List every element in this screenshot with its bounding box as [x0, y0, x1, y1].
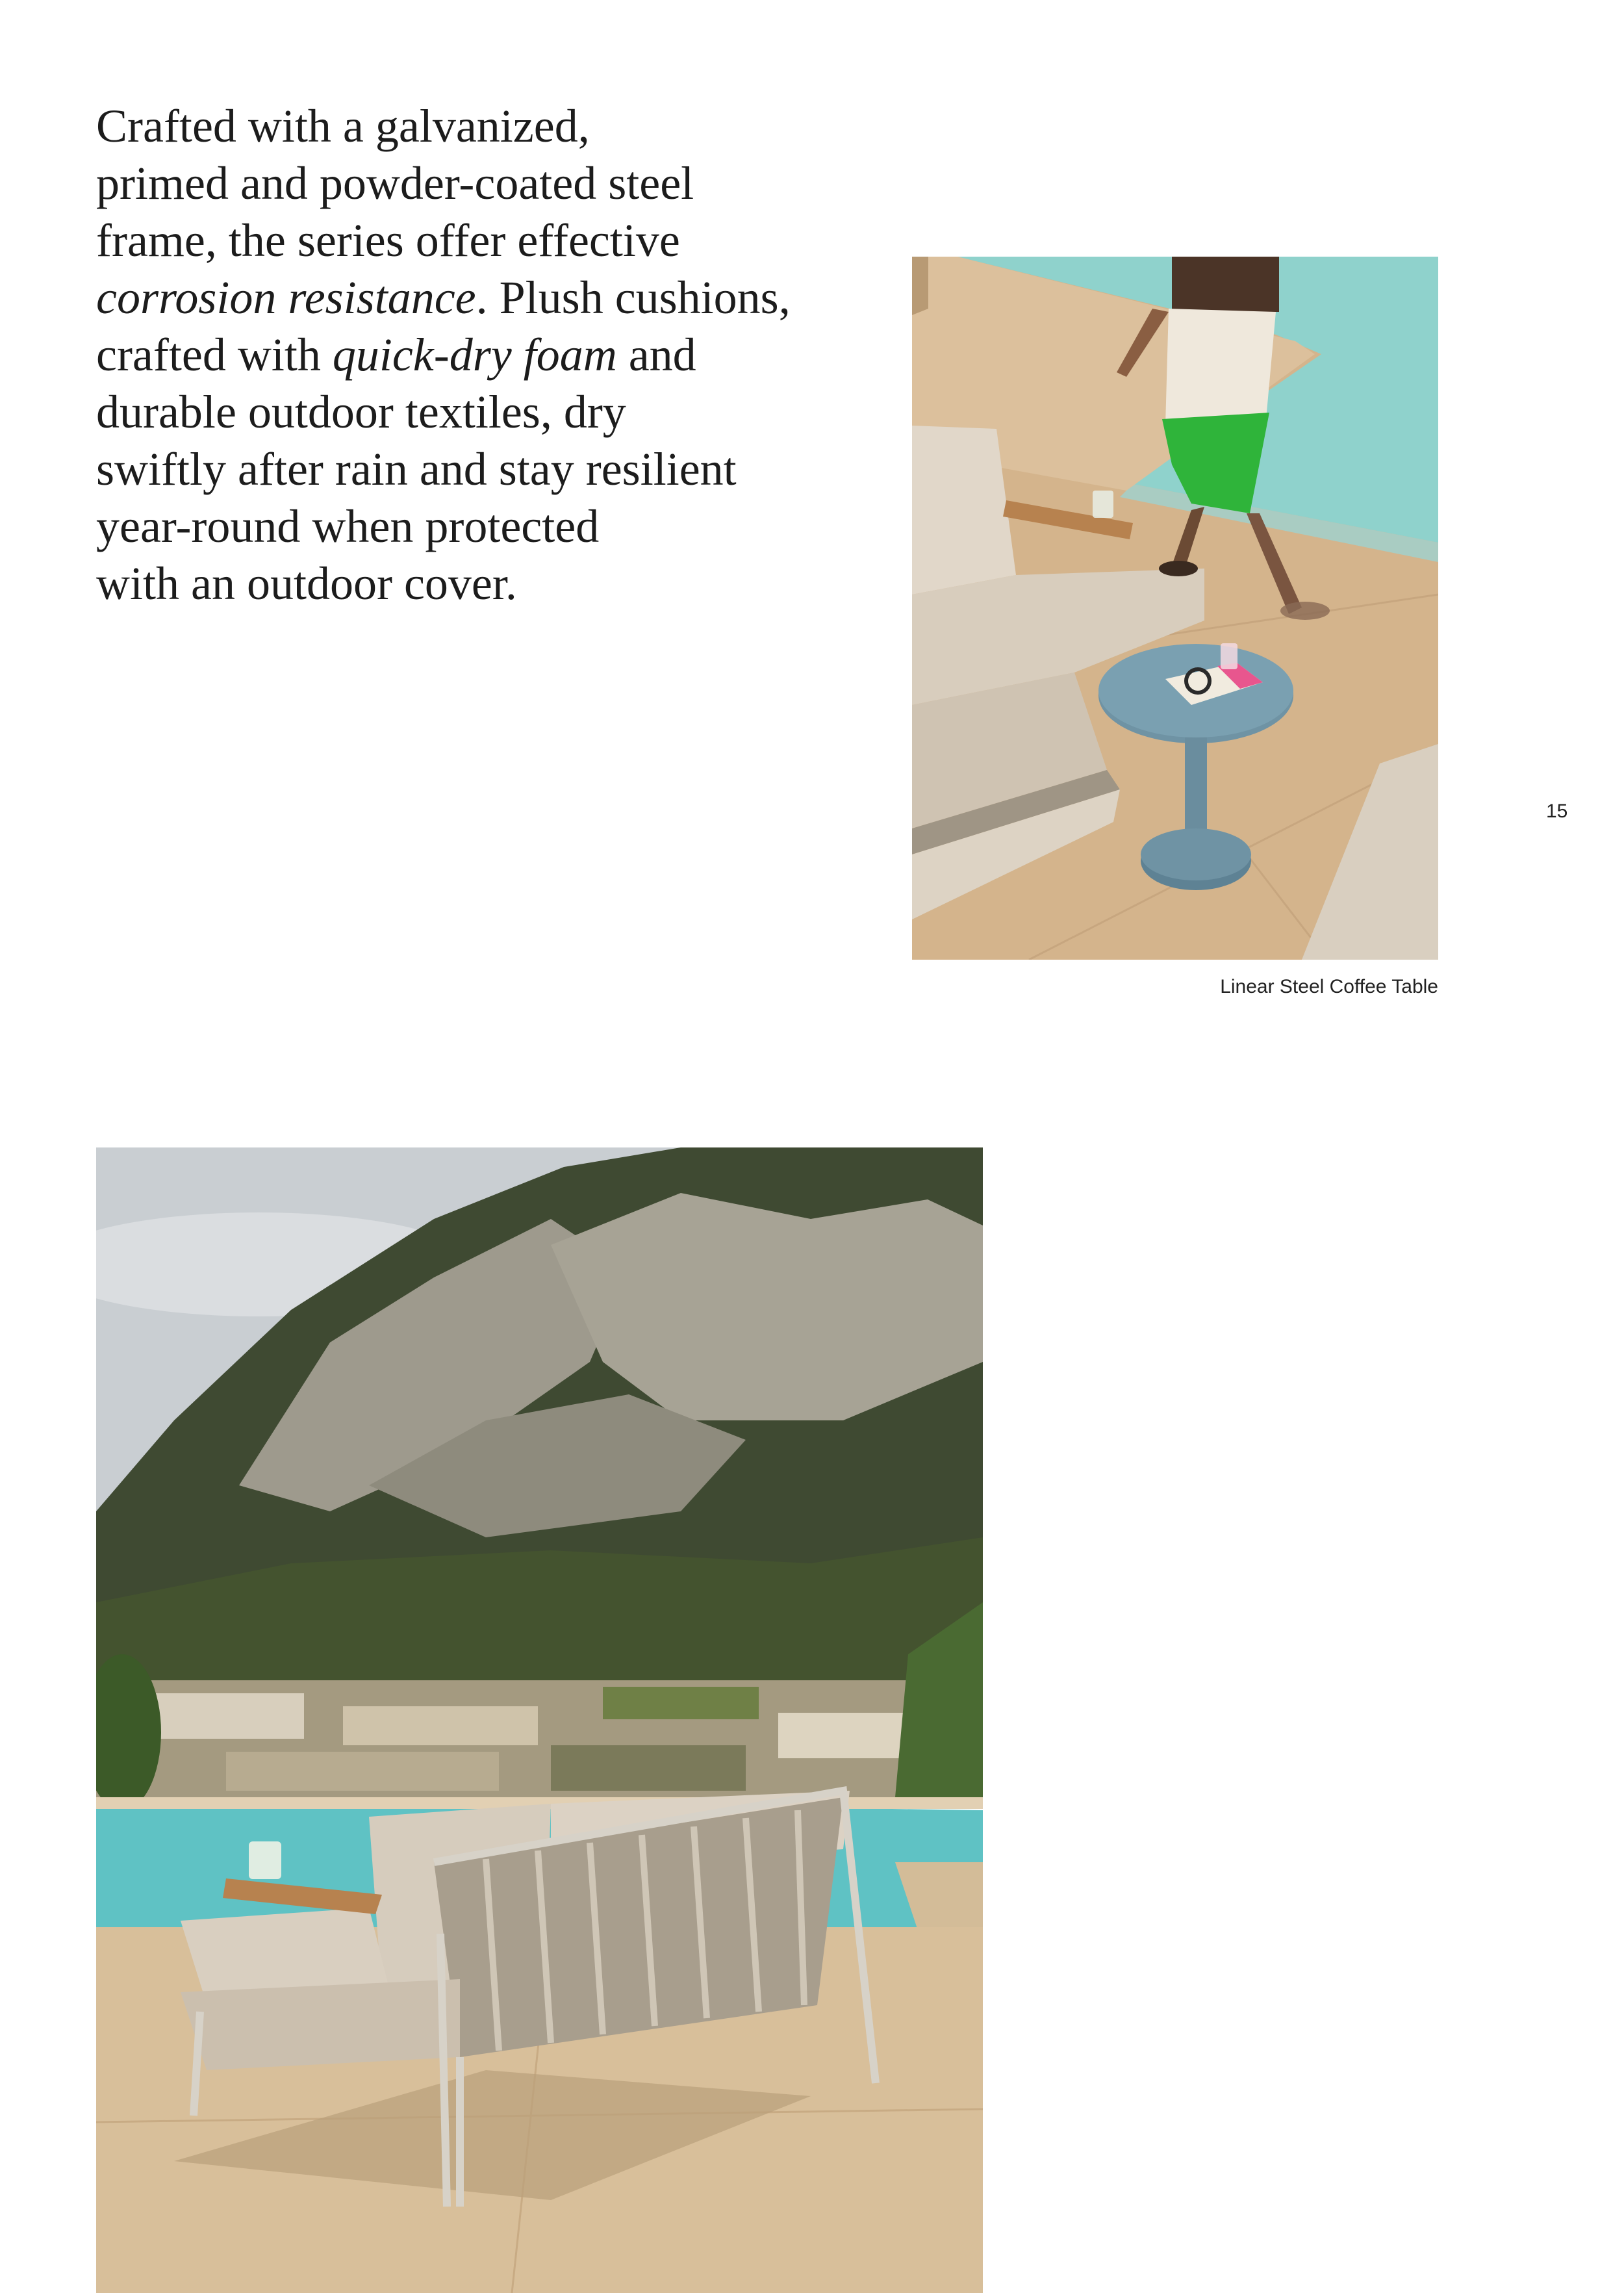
intro-line-5-end: and: [616, 329, 696, 381]
photo-caption: Linear Steel Coffee Table: [1220, 976, 1438, 997]
page-number: 15: [1546, 801, 1568, 822]
photo-mountain-sofa: [96, 1147, 983, 2293]
intro-line-3: frame, the series offer effective: [96, 214, 680, 266]
emphasis-corrosion-resistance: corrosion resistance: [96, 272, 476, 324]
intro-line-2: primed and powder-coated steel: [96, 157, 694, 209]
photo-pool-side-table: [912, 257, 1438, 960]
emphasis-quick-dry-foam: quick-dry foam: [332, 329, 617, 381]
intro-line-4-rest: . Plush cushions,: [476, 272, 791, 324]
photo-mountain-sofa-image: [96, 1147, 983, 2293]
intro-paragraph: [96, 97, 850, 612]
intro-line-5-start: crafted with: [96, 329, 333, 381]
intro-line-1: Crafted with a galvanized,: [96, 100, 590, 152]
intro-line-4: [96, 269, 850, 326]
intro-line-9: with an outdoor cover.: [96, 557, 517, 609]
intro-line-8: year-round when protected: [96, 500, 600, 552]
intro-line-6: durable outdoor textiles, dry: [96, 386, 626, 438]
intro-line-5: [96, 326, 850, 383]
photo-pool-side-table-image: [912, 257, 1438, 960]
intro-line-7: swiftly after rain and stay resilient: [96, 443, 737, 495]
